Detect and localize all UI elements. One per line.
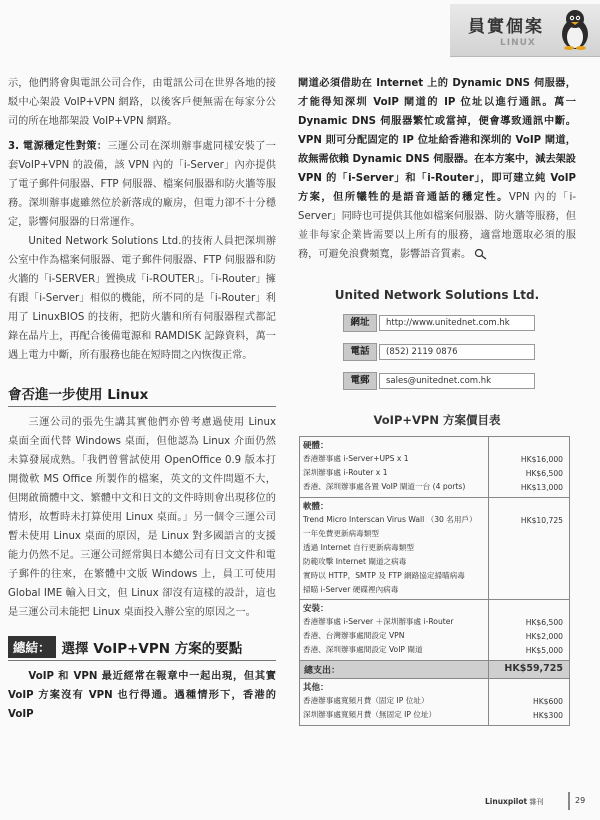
table-row (300, 437, 570, 498)
company-name: United Network Solutions Ltd. (334, 288, 540, 302)
amount: HK$600 (532, 697, 563, 706)
left-column (8, 74, 276, 724)
category-title: 軟體： (303, 502, 329, 512)
amount: HK$300 (532, 711, 563, 720)
table-item: 香港辦事處 i-Server+UPS x 1 (303, 454, 409, 463)
magnifier-icon (474, 248, 488, 260)
amount: HK$16,000 (520, 455, 563, 464)
contact-row-email (343, 372, 576, 390)
paragraph: 三運公司的張先生講其實他們亦曾考慮過使用 Linux 桌面全面代替 Windows 桌面，但他認為 Linux 介面仍然未算發展成熟。「我們曾嘗試使用 OpenOffice 0.9 版本打開微軟 MS Office 所製作的檔案，英文的文件問題不大，但開啟簡體中文、繁體中文和日文的文件時則會出現移位的情形，故暫時未打算使用 Linux 桌面。」另一個令三運公司暫未使用 Linux 桌面的原因，是 Linux 對多國語言的支援能力仍然不足。三運公司經常與日本總公司有日文文件和電子郵件的往來，在繁體中文版 Windows 上，員工可使用 Global IME 輸入日文，但 Linux 卻沒有這樣的設計，這也是三運公司未能把 Linux 桌面投入辦公室的原因之一。 (8, 417, 276, 618)
table-item: 透過 Internet 自行更新病毒類型 (303, 543, 414, 552)
magazine-suffix: 雜刊 (529, 798, 544, 806)
amount: HK$5,000 (525, 646, 563, 655)
table-item: 深圳辦事處 i-Router x 1 (303, 468, 388, 477)
amount: HK$6,500 (525, 469, 563, 478)
table-item: 香港、台灣辦事處間設定 VPN (303, 631, 405, 640)
summary-heading (8, 636, 276, 661)
total-label: 總支出： (300, 661, 489, 679)
footer-divider (568, 792, 570, 810)
magazine-footer (485, 797, 543, 807)
table-row (300, 498, 570, 600)
category-title: 安裝： (303, 604, 329, 614)
section-heading: 會否進一步使用 Linux (8, 383, 276, 407)
paragraph: United Network Solutions Ltd.的技術人員把深圳辦公室中作為檔案伺服器、電子郵件伺服器、FTP 伺服器和防火牆的「i-SERVER」置換成「i-ROUTER」。「i-Router」擁有跟「i-Server」相似的機能，所不同的是「i-Router」利用了 LinuxBIOS 的技術，把防火牆和所有伺服器程式都記錄在晶片上，再配合後備電源和 RAMDISK 記錄資料，萬一遇上電力中斷，所有服務也能在短時間之內恢復正常。 (8, 236, 276, 361)
paragraph: 示，他們將會與電訊公司合作，由電訊公司在世界各地的接駁中心架設 VoIP+VPN 網路，以後客戶便無需在每家分公司的所在地都架設 VoIP+VPN 網路。 (8, 78, 276, 127)
contact-label: 電郵 (343, 372, 377, 390)
email-link[interactable]: sales@unitednet.com.hk (379, 373, 535, 389)
table-item: 一年免費更新病毒類型 (303, 529, 379, 538)
table-row (300, 600, 570, 661)
section-subtitle: LINUX (500, 38, 536, 48)
summary-badge: 總結： (8, 636, 56, 658)
phone-number: (852) 2119 0876 (379, 344, 535, 360)
summary-title: 選擇 VoIP+VPN 方案的要點 (61, 641, 243, 657)
amount-cell (489, 600, 570, 661)
paragraph-lead: 3. 電源穩定性對策： (8, 141, 108, 152)
table-item: 實時以 HTTP，SMTP 及 FTP 網路協定掃瞄病毒 (303, 571, 465, 580)
paragraph-body: VPN 內的「i-Server」同時也可提供其他如檔案伺服器、防火牆等服務，但並非每家企業皆需要以上所有的服務，適當地選取必須的服務，可避免浪費頻寬，影響語音質素。 (298, 192, 577, 260)
table-cell (300, 498, 489, 600)
table-item: 掃瞄 i-Server 硬碟裡內病毒 (303, 585, 399, 594)
category-title: 硬體： (303, 441, 329, 451)
table-item: 香港辦事處 i-Server ＋深圳辦事處 i-Router (303, 617, 454, 626)
amount-cell (489, 679, 570, 726)
table-item: 防範攻擊 Internet 閘道之病毒 (303, 557, 407, 566)
table-cell (300, 600, 489, 661)
paragraph (8, 137, 276, 232)
table-cell (300, 679, 489, 726)
contact-row-website (343, 314, 576, 332)
penguin-icon (558, 8, 592, 50)
page-number: 29 (575, 796, 586, 805)
table-item: 深圳辦事處寬頻月費（無固定 IP 位址） (303, 710, 437, 719)
contact-label: 網址 (343, 314, 377, 332)
price-table-title: VoIP+VPN 方案價目表 (373, 413, 501, 427)
amount-cell (489, 437, 570, 498)
table-item: 香港辦事處寬頻月費（固定 IP 位址） (303, 696, 429, 705)
magazine-name: Linuxpilot (485, 797, 528, 806)
total-amount: HK$59,725 (489, 661, 570, 679)
section-title: 員實個案 (468, 17, 544, 37)
paragraph: VoIP 和 VPN 最近經常在報章中一起出現，但其實 VoIP 方案沒有 VPN 也行得通。遇種情形下，香港的 VoIP (8, 671, 276, 720)
table-item: Trend Micro Interscan Virus Wall （30 名用戶） (303, 515, 477, 524)
table-item: 香港、深圳辦事處間設定 VoIP 閘道 (303, 645, 423, 654)
section-header-tab (450, 4, 600, 57)
category-title: 其他： (303, 683, 329, 693)
amount: HK$6,500 (525, 618, 563, 627)
table-cell (300, 437, 489, 498)
amount-cell (489, 498, 570, 600)
paragraph-bold: 閘道必須借助在 Internet 上的 Dynamic DNS 伺服器，才能得知深圳 VoIP 閘道的 IP 位址以進行通訊。萬一 Dynamic DNS 伺服器繁忙或當掉，便會導致通訊中斷。VPN 則可分配固定的 IP 位址給香港和深圳的 VoIP 閘道，故無需依賴 Dynamic DNS 伺服器。在本方案中，減去架設 VPN 的「i-Server」和「i-Router」，即可建立純 VoIP 方案，但所犧牲的是語音通話的穩定性。 (298, 78, 576, 203)
table-item: 香港、深圳辦事處各置 VoIP 閘道一台 (4 ports) (303, 482, 466, 491)
right-column (298, 74, 576, 726)
amount: HK$2,000 (525, 632, 563, 641)
amount: HK$10,725 (520, 516, 563, 525)
table-row (300, 679, 570, 726)
website-link[interactable]: http://www.unitednet.com.hk (379, 315, 535, 331)
contact-label: 電話 (343, 343, 377, 361)
amount: HK$13,000 (520, 483, 563, 492)
price-table (299, 436, 570, 726)
contact-row-phone (343, 343, 576, 361)
paragraph-body: 三運公司在深圳辦事處同樣安裝了一套VoIP+VPN 的設備，該 VPN 內的「i-Server」內亦提供了電子郵件伺服器、FTP 伺服器、檔案伺服器和防火牆等服務。深圳辦事處雖然位於新落成的廠房，但電力卻不十分穩定，影響伺服器的日常運作。 (8, 141, 276, 228)
total-row (300, 661, 570, 679)
paragraph (298, 74, 576, 264)
